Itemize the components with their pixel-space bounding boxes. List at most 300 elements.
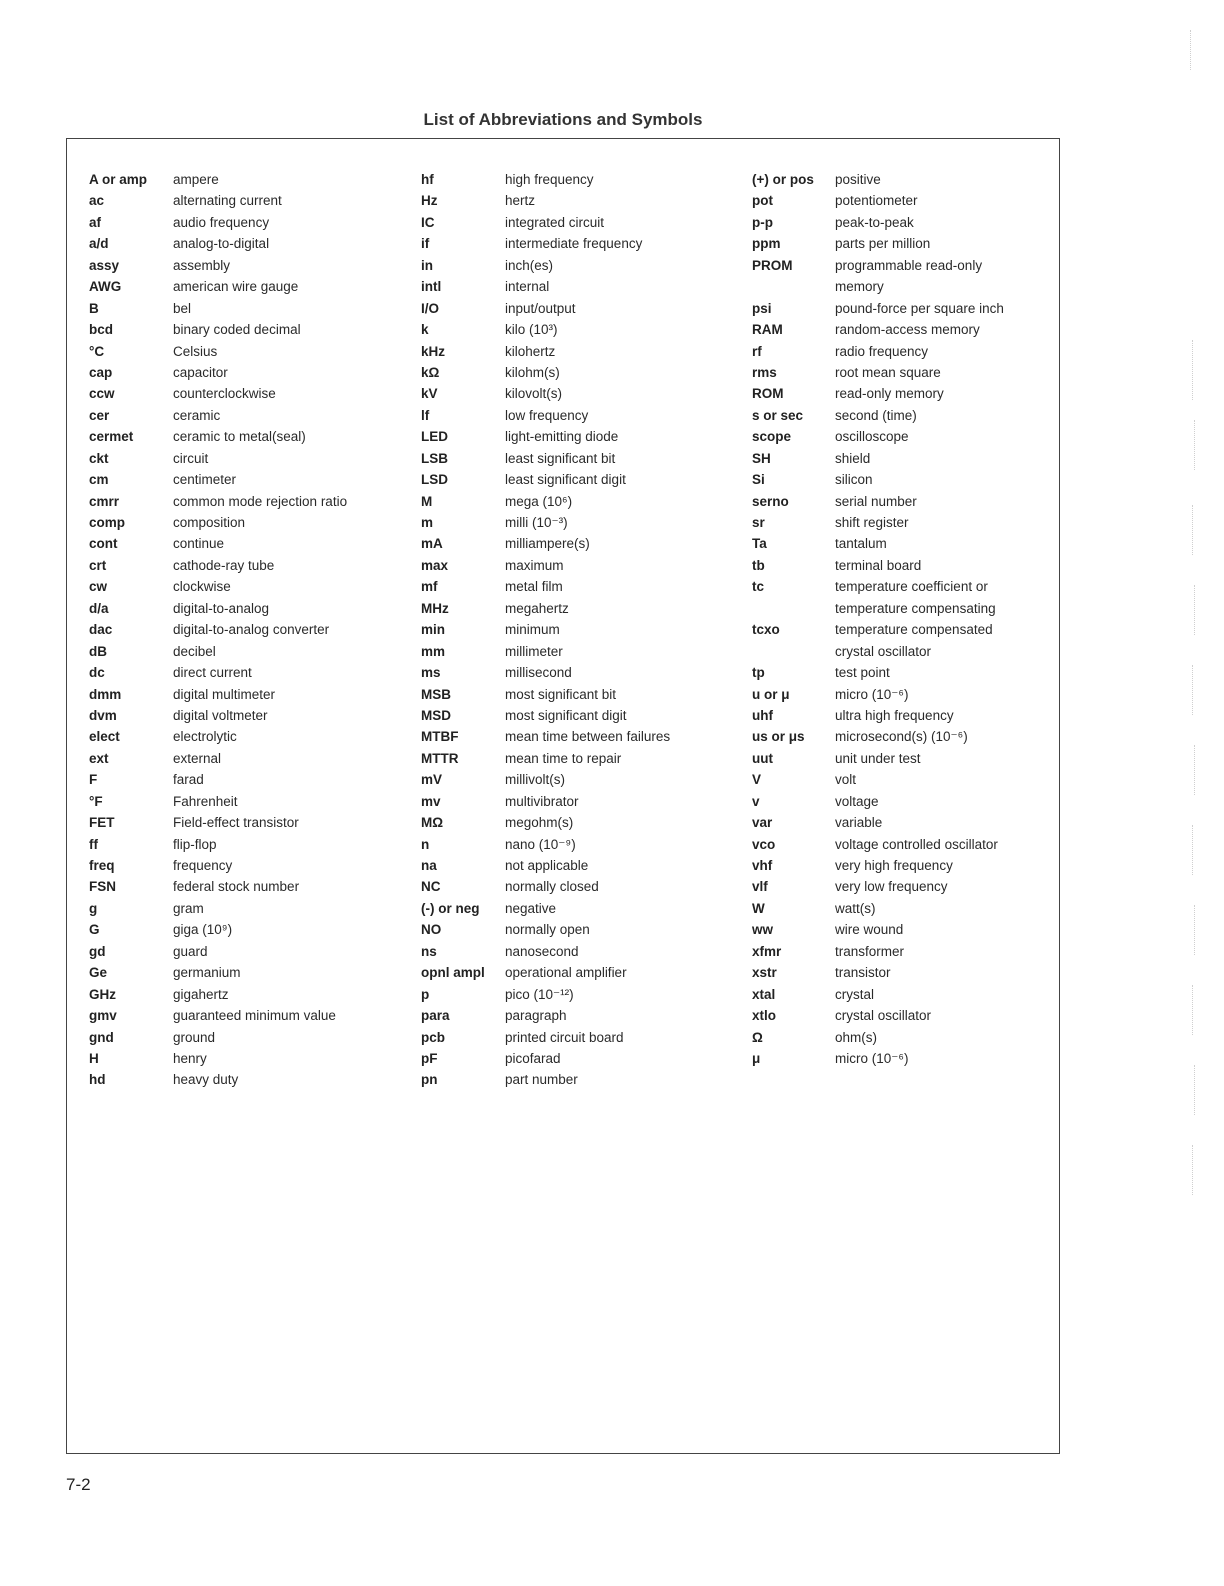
- abbreviation-entry: [421, 855, 670, 876]
- abbreviation-meaning: digital multimeter: [173, 686, 276, 702]
- abbreviation-meaning: micro (10⁻⁶): [835, 686, 909, 702]
- abbreviation-term: MSB: [421, 686, 451, 702]
- abbreviation-term: PROM: [752, 257, 793, 273]
- abbreviation-meaning: part number: [505, 1072, 578, 1088]
- abbreviation-meaning: Celsius: [173, 343, 218, 359]
- abbreviation-term: kV: [421, 386, 438, 402]
- abbreviation-entry: [89, 726, 347, 747]
- abbreviation-meaning: mean time to repair: [505, 750, 622, 766]
- page-number: 7-2: [66, 1475, 91, 1494]
- abbreviation-meaning: megahertz: [505, 600, 569, 616]
- abbreviation-meaning: silicon: [835, 472, 873, 488]
- abbreviation-term: u or μ: [752, 686, 790, 702]
- abbreviation-entry: [752, 383, 1004, 404]
- abbreviation-meaning: heavy duty: [173, 1072, 239, 1088]
- abbreviation-meaning: millisecond: [505, 665, 572, 681]
- abbreviation-term: d/a: [89, 600, 109, 616]
- abbreviation-meaning: minimum: [505, 622, 560, 638]
- abbreviation-meaning: normally closed: [505, 879, 599, 895]
- abbreviation-entry: [752, 212, 1004, 233]
- abbreviation-entry: [752, 533, 1004, 554]
- abbreviation-term: v: [752, 793, 760, 809]
- abbreviation-term: bcd: [89, 322, 114, 338]
- abbreviation-entry: [89, 512, 347, 533]
- abbreviation-meaning: guaranteed minimum value: [173, 1008, 336, 1024]
- abbreviation-entry: [89, 941, 347, 962]
- abbreviation-term: opnl ampl: [421, 965, 485, 981]
- abbreviation-term: B: [89, 300, 99, 316]
- abbreviation-entry: [89, 619, 347, 640]
- abbreviation-term: sr: [752, 515, 765, 530]
- abbreviation-meaning: cathode-ray tube: [173, 557, 275, 573]
- abbreviation-meaning: continue: [173, 536, 225, 552]
- abbreviation-entry: [752, 898, 1004, 919]
- abbreviation-entry: [421, 876, 670, 897]
- abbreviation-term: kHz: [421, 343, 446, 359]
- abbreviation-entry: [752, 319, 1004, 340]
- abbreviation-term: ppm: [752, 236, 781, 252]
- abbreviation-term: xstr: [752, 965, 777, 981]
- abbreviation-term: comp: [89, 515, 126, 530]
- abbreviation-entry: [421, 769, 670, 790]
- abbreviation-meaning: programmable read-only: [835, 257, 983, 273]
- abbreviation-entry: [752, 984, 1004, 1005]
- abbreviation-term: vlf: [752, 879, 768, 895]
- abbreviation-meaning: analog-to-digital: [173, 236, 270, 252]
- abbreviation-meaning: alternating current: [173, 193, 282, 209]
- abbreviation-meaning: shield: [835, 450, 871, 466]
- abbreviation-entry: [89, 748, 347, 769]
- abbreviation-term: mf: [421, 579, 438, 595]
- abbreviation-term: Hz: [421, 193, 438, 209]
- abbreviation-meaning: digital-to-analog: [173, 600, 270, 616]
- abbreviation-term: ext: [89, 750, 109, 766]
- abbreviation-entry: [89, 1005, 347, 1026]
- abbreviation-term: gd: [89, 943, 106, 959]
- abbreviation-entry: [89, 212, 347, 233]
- abbreviation-meaning: assembly: [173, 257, 231, 273]
- abbreviation-term: xtlo: [752, 1008, 777, 1024]
- abbreviation-term: Ω: [752, 1029, 763, 1045]
- abbreviation-entry: [752, 555, 1004, 576]
- abbreviation-term: min: [421, 622, 446, 638]
- abbreviation-entry: [421, 1048, 670, 1069]
- abbreviation-meaning: transistor: [835, 965, 891, 981]
- abbreviation-entry: [421, 962, 670, 983]
- abbreviation-entry: [89, 426, 347, 447]
- abbreviation-meaning: farad: [173, 772, 204, 788]
- abbreviation-entry: [752, 576, 1004, 597]
- abbreviation-term: xfmr: [752, 943, 782, 959]
- abbreviation-entry: [421, 791, 670, 812]
- abbreviation-meaning: light-emitting diode: [505, 429, 619, 445]
- abbreviation-meaning: low frequency: [505, 407, 589, 423]
- abbreviation-entry: [89, 984, 347, 1005]
- abbreviation-entry: [752, 448, 1004, 469]
- abbreviation-term: lf: [421, 407, 430, 423]
- abbreviation-term: A or amp: [89, 172, 148, 187]
- abbreviation-meaning: shift register: [835, 515, 909, 530]
- abbreviation-term: MSD: [421, 707, 451, 723]
- abbreviation-term: IC: [421, 214, 435, 230]
- abbreviation-entry: [421, 726, 670, 747]
- abbreviation-term: if: [421, 236, 430, 252]
- abbreviation-meaning: circuit: [173, 450, 209, 466]
- abbreviation-entry: [421, 362, 670, 383]
- abbreviation-term: NO: [421, 922, 442, 938]
- abbreviation-meaning: counterclockwise: [173, 386, 276, 402]
- abbreviation-term: MΩ: [421, 815, 444, 831]
- abbreviation-term: cermet: [89, 429, 134, 445]
- abbreviation-term: s or sec: [752, 407, 804, 423]
- abbreviation-entry: [752, 598, 1004, 619]
- abbreviation-meaning: bel: [173, 300, 192, 316]
- abbreviation-term: p-p: [752, 214, 773, 230]
- abbreviation-entry: [89, 405, 347, 426]
- abbreviation-term: freq: [89, 858, 115, 873]
- abbreviation-term: scope: [752, 429, 792, 445]
- abbreviation-entry: [752, 298, 1004, 319]
- abbreviation-meaning: american wire gauge: [173, 279, 299, 295]
- abbreviation-entry: [89, 962, 347, 983]
- abbreviation-entry: [752, 169, 1004, 190]
- abbreviation-meaning: nano (10⁻⁹): [505, 836, 576, 852]
- abbreviation-term: na: [421, 858, 437, 873]
- abbreviation-term: cer: [89, 407, 110, 423]
- abbreviation-term: cap: [89, 364, 113, 380]
- abbreviation-meaning: millimeter: [505, 643, 563, 659]
- abbreviation-term: gnd: [89, 1029, 114, 1045]
- abbreviation-meaning: kilohertz: [505, 343, 556, 359]
- abbreviation-meaning: variable: [835, 815, 883, 831]
- abbreviation-term: para: [421, 1008, 450, 1024]
- abbreviation-meaning: decibel: [173, 643, 216, 659]
- abbreviation-term: Ta: [752, 536, 767, 552]
- abbreviation-entry: [89, 1027, 347, 1048]
- abbreviation-entry: [89, 469, 347, 490]
- abbreviation-meaning: least significant bit: [505, 450, 616, 466]
- abbreviation-term: LSD: [421, 472, 448, 488]
- abbreviation-term: cont: [89, 536, 118, 552]
- abbreviation-entry: [89, 276, 347, 297]
- abbreviation-entry: [89, 598, 347, 619]
- abbreviation-entry: [89, 641, 347, 662]
- abbreviation-term: pot: [752, 193, 773, 209]
- abbreviation-meaning: very high frequency: [835, 858, 953, 873]
- abbreviation-meaning: centimeter: [173, 472, 237, 488]
- abbreviation-entry: [752, 405, 1004, 426]
- abbreviation-entry: [89, 533, 347, 554]
- abbreviation-meaning: positive: [835, 172, 881, 187]
- abbreviation-meaning: temperature compensating: [835, 600, 996, 616]
- abbreviation-meaning: Field-effect transistor: [173, 815, 299, 831]
- abbreviation-entry: [89, 662, 347, 683]
- abbreviation-term: tcxo: [752, 622, 780, 638]
- abbreviation-meaning: ground: [173, 1029, 216, 1045]
- abbreviation-entry: [421, 641, 670, 662]
- abbreviation-term: ac: [89, 193, 105, 209]
- abbreviation-entry: [752, 791, 1004, 812]
- abbreviation-entry: [421, 426, 670, 447]
- abbreviation-term: dmm: [89, 686, 122, 702]
- abbreviation-meaning: not applicable: [505, 858, 589, 873]
- abbreviation-entry: [752, 255, 1004, 276]
- abbreviation-term: FET: [89, 815, 115, 831]
- abbreviation-term: Ge: [89, 965, 108, 981]
- abbreviation-meaning: henry: [173, 1050, 207, 1066]
- abbreviation-term: °C: [89, 343, 105, 359]
- abbreviation-meaning: nanosecond: [505, 943, 579, 959]
- abbreviation-term: gmv: [89, 1008, 117, 1024]
- abbreviation-entry: [421, 576, 670, 597]
- abbreviation-term: MTTR: [421, 750, 459, 766]
- abbreviation-entry: [89, 919, 347, 940]
- abbreviation-meaning: giga (10⁹): [173, 922, 233, 938]
- abbreviation-entry: [421, 1027, 670, 1048]
- abbreviation-term: serno: [752, 493, 789, 509]
- abbreviation-entry: [752, 362, 1004, 383]
- abbreviation-meaning: capacitor: [173, 364, 228, 380]
- abbreviation-term: °F: [89, 793, 103, 809]
- abbreviation-entry: [752, 769, 1004, 790]
- scan-edge-marks: [1170, 0, 1210, 1586]
- abbreviation-entry: [752, 919, 1004, 940]
- abbreviation-entry: [421, 705, 670, 726]
- abbreviation-entry: [421, 598, 670, 619]
- abbreviation-meaning: most significant bit: [505, 686, 617, 702]
- abbreviation-term: assy: [89, 257, 120, 273]
- abbreviation-meaning: multivibrator: [505, 793, 579, 809]
- abbreviation-meaning: ultra high frequency: [835, 707, 954, 723]
- page-title: List of Abbreviations and Symbols: [423, 110, 703, 129]
- abbreviation-term: mA: [421, 536, 443, 552]
- abbreviation-entry: [421, 469, 670, 490]
- abbreviation-term: W: [752, 900, 765, 916]
- abbreviation-meaning: normally open: [505, 922, 590, 938]
- abbreviation-entry: [752, 341, 1004, 362]
- abbreviation-meaning: oscilloscope: [835, 429, 909, 445]
- abbreviation-entry: [421, 919, 670, 940]
- abbreviation-term: H: [89, 1050, 99, 1066]
- abbreviation-meaning: input/output: [505, 300, 576, 316]
- abbreviation-term: pn: [421, 1072, 438, 1088]
- abbreviation-entry: [752, 1027, 1004, 1048]
- abbreviation-entry: [89, 769, 347, 790]
- abbreviation-term: (-) or neg: [421, 900, 480, 916]
- abbreviation-term: [752, 641, 835, 662]
- abbreviation-entry: [89, 319, 347, 340]
- abbreviation-meaning: high frequency: [505, 172, 594, 187]
- abbreviation-meaning: ohm(s): [835, 1029, 878, 1045]
- abbreviation-entry: [89, 705, 347, 726]
- abbreviation-meaning: milli (10⁻³): [505, 515, 568, 530]
- abbreviation-term: ms: [421, 665, 441, 681]
- abbreviation-term: pcb: [421, 1029, 446, 1045]
- abbreviation-term: ff: [89, 836, 98, 852]
- abbreviation-term: uhf: [752, 707, 773, 723]
- abbreviation-term: in: [421, 257, 433, 273]
- abbreviation-meaning: hertz: [505, 193, 536, 209]
- abbreviation-term: cw: [89, 579, 108, 595]
- abbreviation-entry: [89, 876, 347, 897]
- abbreviation-term: tc: [752, 579, 765, 595]
- abbreviation-entry: [752, 855, 1004, 876]
- abbreviation-entry: [421, 491, 670, 512]
- abbreviation-meaning: least significant digit: [505, 472, 626, 488]
- abbreviation-term: vhf: [752, 858, 773, 873]
- abbreviation-term: elect: [89, 729, 120, 745]
- abbreviation-term: us or μs: [752, 729, 805, 745]
- abbreviation-meaning: clockwise: [173, 579, 231, 595]
- abbreviation-term: ns: [421, 943, 437, 959]
- abbreviation-entry: [421, 448, 670, 469]
- abbreviation-meaning: memory: [835, 279, 884, 295]
- abbreviation-entry: [89, 383, 347, 404]
- abbreviation-entry: [89, 791, 347, 812]
- abbreviation-meaning: digital voltmeter: [173, 707, 268, 723]
- abbreviation-meaning: voltage: [835, 793, 879, 809]
- abbreviation-entry: [421, 555, 670, 576]
- abbreviation-entry: [89, 190, 347, 211]
- abbreviation-entry: [421, 319, 670, 340]
- abbreviation-term: rms: [752, 364, 777, 380]
- abbreviation-entry: [752, 276, 1004, 297]
- abbreviation-meaning: millivolt(s): [505, 772, 565, 788]
- abbreviation-entry: [89, 362, 347, 383]
- abbreviation-term: mm: [421, 643, 446, 659]
- abbreviation-meaning: temperature coefficient or: [835, 579, 988, 595]
- abbreviation-entry: [752, 1048, 1004, 1069]
- abbreviation-meaning: milliampere(s): [505, 536, 590, 552]
- abbreviation-entry: [89, 298, 347, 319]
- abbreviation-entry: [421, 255, 670, 276]
- abbreviation-meaning: gigahertz: [173, 986, 229, 1002]
- abbreviation-meaning: mega (10⁶): [505, 493, 573, 509]
- abbreviation-term: ww: [752, 922, 774, 938]
- abbreviation-entry: [752, 641, 1004, 662]
- abbreviation-entry: [421, 298, 670, 319]
- abbreviation-entry: [752, 469, 1004, 490]
- abbreviation-entry: [752, 962, 1004, 983]
- abbreviation-entry: [89, 812, 347, 833]
- abbreviation-meaning: root mean square: [835, 364, 941, 380]
- abbreviation-meaning: most significant digit: [505, 707, 627, 723]
- abbreviation-entry: [421, 984, 670, 1005]
- abbreviation-entry: [421, 383, 670, 404]
- abbreviation-meaning: potentiometer: [835, 193, 918, 209]
- abbreviation-meaning: maximum: [505, 557, 564, 573]
- abbreviation-term: dac: [89, 622, 113, 638]
- abbreviation-meaning: picofarad: [505, 1050, 561, 1066]
- abbreviation-column-3: [752, 169, 1004, 1069]
- abbreviation-entry: [421, 1069, 670, 1090]
- abbreviation-term: ccw: [89, 386, 115, 402]
- abbreviation-term: GHz: [89, 986, 116, 1002]
- abbreviation-meaning: crystal oscillator: [835, 643, 932, 659]
- abbreviation-term: hf: [421, 172, 434, 187]
- abbreviation-entry: [421, 169, 670, 190]
- abbreviation-meaning: radio frequency: [835, 343, 929, 359]
- abbreviation-meaning: ampere: [173, 172, 219, 187]
- abbreviation-meaning: volt: [835, 772, 857, 788]
- abbreviation-entry: [752, 684, 1004, 705]
- abbreviation-meaning: microsecond(s) (10⁻⁶): [835, 729, 968, 745]
- abbreviation-meaning: micro (10⁻⁶): [835, 1050, 909, 1066]
- abbreviation-meaning: serial number: [835, 493, 917, 509]
- abbreviation-meaning: pound-force per square inch: [835, 300, 1004, 316]
- abbreviation-column-1: [89, 169, 347, 1091]
- abbreviation-entry: [421, 619, 670, 640]
- abbreviation-entry: [89, 555, 347, 576]
- abbreviation-entry: [752, 491, 1004, 512]
- abbreviation-term: hd: [89, 1072, 106, 1088]
- abbreviation-term: dvm: [89, 707, 117, 723]
- abbreviation-term: psi: [752, 300, 772, 316]
- abbreviation-meaning: paragraph: [505, 1008, 567, 1024]
- abbreviation-term: cmrr: [89, 493, 120, 509]
- abbreviation-meaning: random-access memory: [835, 322, 980, 338]
- abbreviation-entry: [421, 405, 670, 426]
- abbreviation-entry: [752, 426, 1004, 447]
- abbreviation-entry: [752, 662, 1004, 683]
- abbreviation-term: ckt: [89, 450, 109, 466]
- abbreviation-entry: [752, 941, 1004, 962]
- abbreviation-meaning: digital-to-analog converter: [173, 622, 330, 638]
- abbreviation-term: af: [89, 214, 102, 230]
- abbreviation-meaning: crystal: [835, 986, 875, 1002]
- abbreviation-meaning: negative: [505, 900, 557, 916]
- abbreviation-term: max: [421, 557, 449, 573]
- abbreviation-entry: [421, 276, 670, 297]
- abbreviation-term: intl: [421, 279, 442, 295]
- abbreviation-entry: [421, 812, 670, 833]
- abbreviation-meaning: electrolytic: [173, 729, 237, 745]
- abbreviation-term: pF: [421, 1050, 438, 1066]
- abbreviation-term: Si: [752, 472, 765, 488]
- abbreviation-term: F: [89, 772, 98, 788]
- abbreviation-entry: [89, 684, 347, 705]
- abbreviation-term: [752, 598, 835, 619]
- abbreviation-meaning: frequency: [173, 858, 233, 873]
- abbreviation-entry: [421, 190, 670, 211]
- abbreviation-entry: [89, 576, 347, 597]
- abbreviation-term: M: [421, 493, 433, 509]
- abbreviation-term: μ: [752, 1050, 761, 1066]
- abbreviation-meaning: pico (10⁻¹²): [505, 986, 574, 1002]
- abbreviation-entry: [421, 1005, 670, 1026]
- abbreviation-term: xtal: [752, 986, 776, 1002]
- abbreviation-entry: [752, 705, 1004, 726]
- abbreviation-term: LED: [421, 429, 448, 445]
- abbreviation-entry: [752, 876, 1004, 897]
- abbreviation-meaning: temperature compensated: [835, 622, 993, 638]
- abbreviation-term: uut: [752, 750, 773, 766]
- abbreviation-term: k: [421, 322, 429, 338]
- abbreviation-entry: [421, 941, 670, 962]
- abbreviation-entry: [752, 812, 1004, 833]
- abbreviation-meaning: binary coded decimal: [173, 322, 301, 338]
- abbreviation-term: var: [752, 815, 773, 831]
- abbreviation-meaning: guard: [173, 943, 208, 959]
- abbreviation-entry: [421, 834, 670, 855]
- abbreviation-term: [752, 276, 835, 297]
- abbreviation-entry: [752, 233, 1004, 254]
- abbreviation-term: SH: [752, 450, 771, 466]
- abbreviation-entry: [89, 169, 347, 190]
- abbreviation-meaning: watt(s): [835, 900, 876, 916]
- abbreviation-term: n: [421, 836, 430, 852]
- abbreviation-meaning: direct current: [173, 665, 252, 681]
